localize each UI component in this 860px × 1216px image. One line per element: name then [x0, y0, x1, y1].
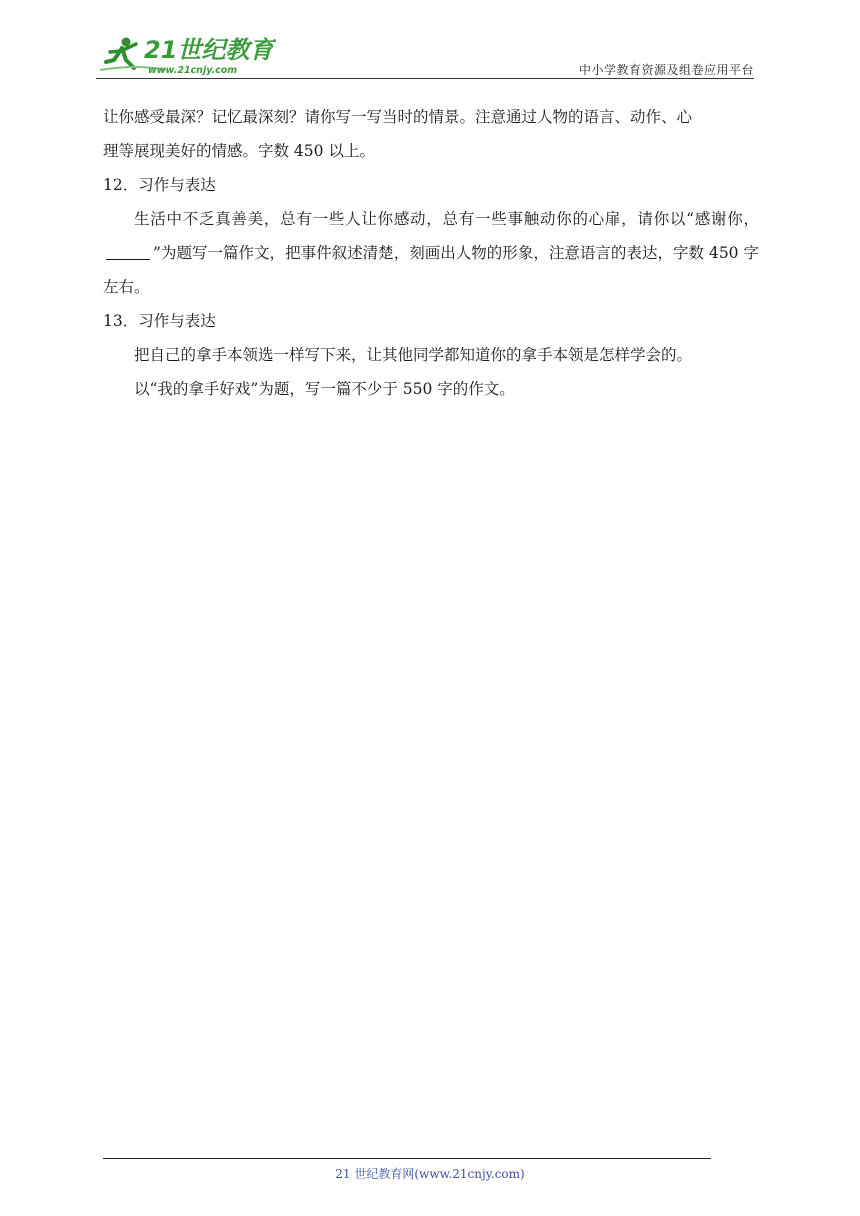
question-12-title: 12．习作与表达 — [103, 176, 216, 194]
header-platform-text: 中小学教育资源及组卷应用平台 — [578, 63, 754, 77]
continuation-line-2: 理等展现美好的情感。字数 450 以上。 — [103, 142, 375, 160]
question-12-text — [103, 202, 759, 304]
footer-divider — [103, 1158, 711, 1159]
site-logo[interactable] — [96, 30, 276, 78]
continuation-line-1: 让你感受最深？记忆最深刻？请你写一写当时的情景。注意通过人物的语言、动作、心 — [103, 108, 693, 126]
logo-url-text: www.21cnjy.com — [148, 65, 238, 76]
logo-brand-text: 21世纪教育 — [144, 36, 274, 64]
question-13-title: 13．习作与表达 — [103, 312, 216, 330]
question-12-text-part1: 生活中不乏真善美，总有一些人让你感动，总有一些事触动你的心扉，请你以“感谢你， — [134, 210, 759, 228]
header-divider — [96, 78, 754, 79]
question-13-line-2: 以“我的拿手好戏”为题，写一篇不少于 550 字的作文。 — [134, 380, 515, 398]
page-header — [96, 30, 754, 78]
runner-logo-icon — [96, 30, 276, 78]
fill-in-blank — [106, 241, 150, 260]
footer-site-link[interactable]: 21 世纪教育网(www.21cnjy.com) — [335, 1167, 525, 1181]
question-13-line-1: 把自己的拿手本领选一样写下来，让其他同学都知道你的拿手本领是怎样学会的。 — [134, 346, 693, 364]
question-12-text-part2: ”为题写一篇作文，把事件叙述清楚，刻画出人物的形象，注意语言的表达，字数 450 字左右。 — [103, 244, 759, 296]
document-body — [103, 100, 759, 406]
